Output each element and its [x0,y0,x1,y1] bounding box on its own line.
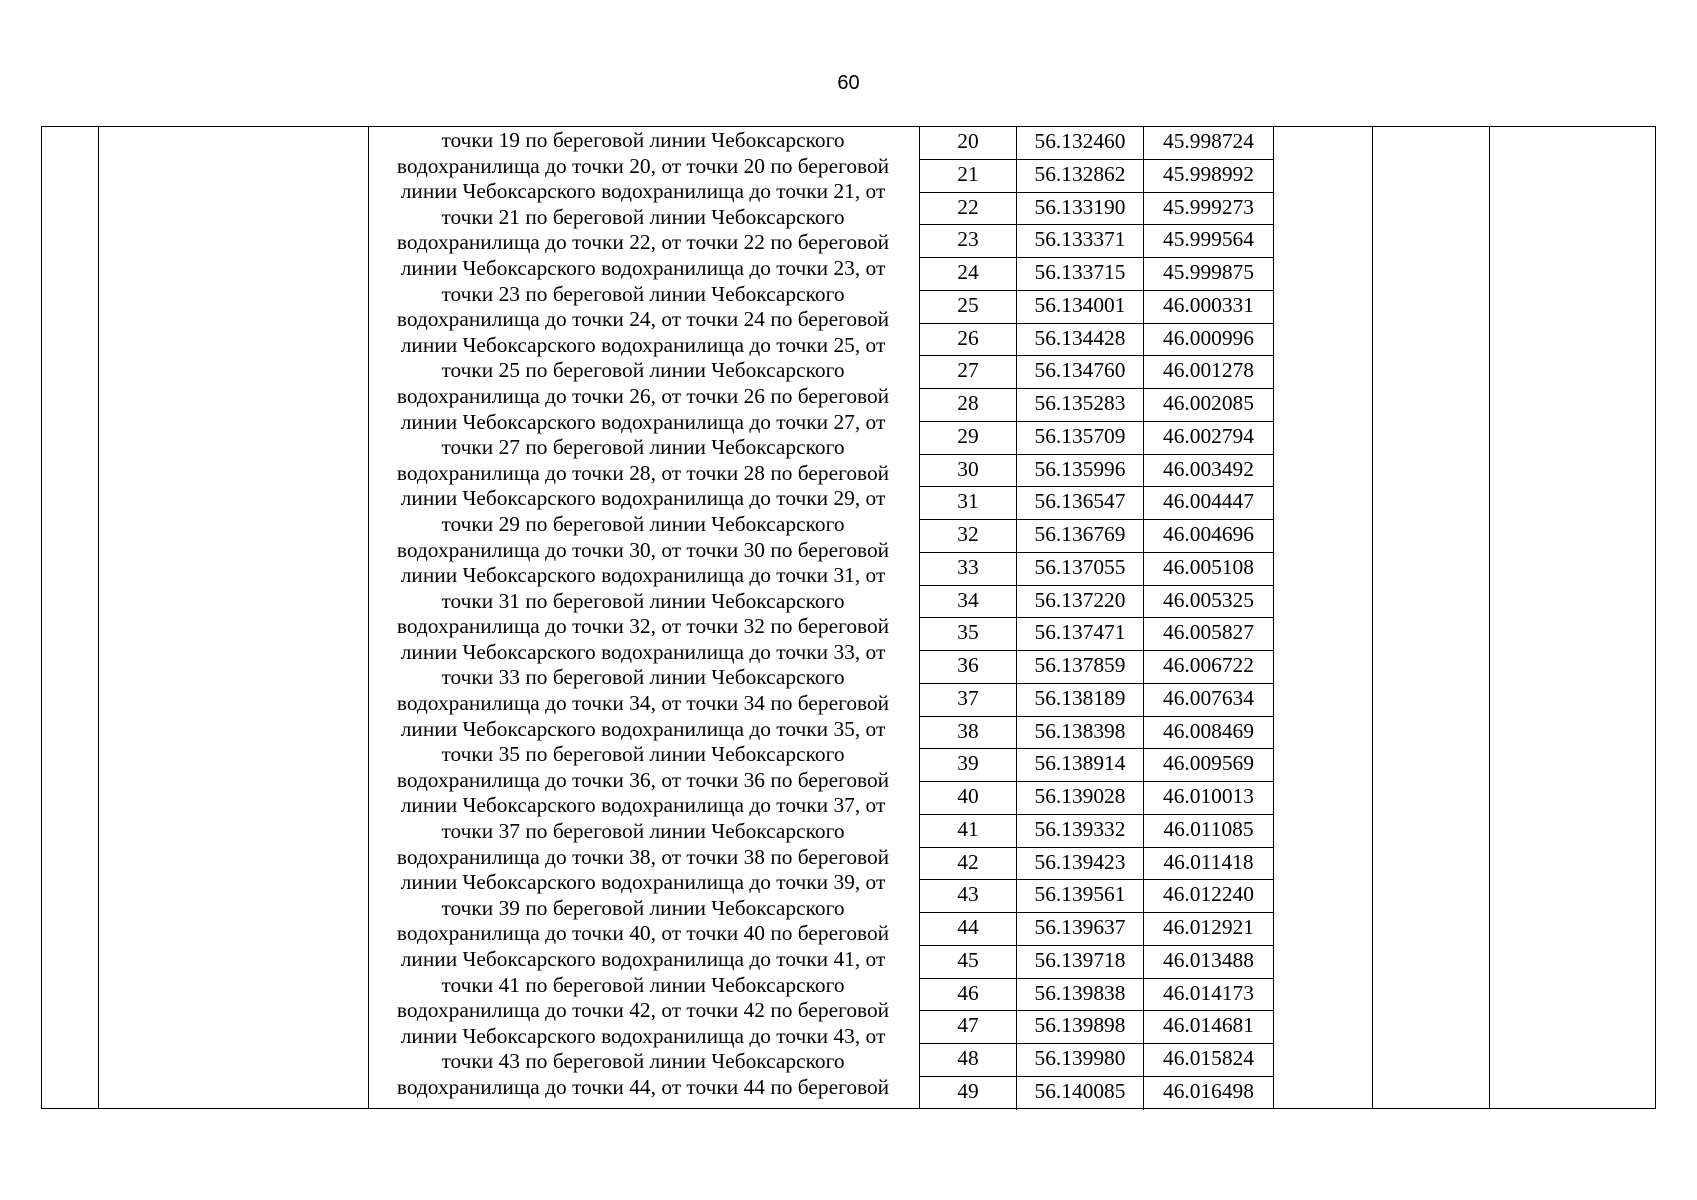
table-row [920,782,1273,815]
boundary-description [373,128,913,1101]
table-row [920,1044,1273,1077]
point-number: 31 [920,487,1017,519]
latitude-cell: 56.139718 [1017,946,1144,978]
longitude-cell: 46.012921 [1163,915,1254,939]
table-row [920,1077,1273,1110]
table-row [920,684,1273,717]
point-number: 24 [920,258,1017,290]
table-row [920,389,1273,422]
column-index [42,127,99,1108]
column-extra-2 [1373,127,1490,1108]
latitude-cell: 56.134001 [1017,291,1144,323]
table-row [920,258,1273,291]
point-number: 21 [920,160,1017,192]
description-line: точки 19 по береговой линии Чебоксарского [441,128,845,152]
latitude-cell: 56.140085 [1017,1077,1144,1110]
longitude-cell: 46.001278 [1163,358,1254,383]
description-line: линии Чебоксарского водохранилища до точки 25, от [400,332,886,357]
point-number: 36 [920,651,1017,683]
table-row [920,225,1273,258]
latitude-cell: 56.133190 [1017,193,1144,225]
description-line: линии Чебоксарского водохранилища до точки 37, от [400,793,886,818]
latitude-cell: 56.138189 [1017,684,1144,716]
longitude-cell: 46.013488 [1163,947,1254,972]
table-row [920,618,1273,651]
longitude-cell: 46.004447 [1163,489,1254,514]
point-number: 43 [920,880,1017,912]
description-line: водохранилища до точки 28, от точки 28 по береговой [396,460,890,485]
longitude-cell: 46.005827 [1163,620,1254,645]
longitude-cell: 46.006722 [1163,653,1254,677]
description-line: точки 39 по береговой линии Чебоксарского [441,895,845,920]
latitude-cell: 56.137220 [1017,586,1144,618]
description-line: точки 35 по береговой линии Чебоксарского [441,742,845,767]
description-line: точки 43 по береговой линии Чебоксарского [441,1049,845,1074]
latitude-cell: 56.132460 [1017,127,1144,159]
column-name [99,127,369,1108]
longitude-cell: 46.012240 [1163,882,1254,907]
description-line: водохранилища до точки 30, от точки 30 по береговой [396,537,890,562]
description-line: линии Чебоксарского водохранилища до точки 21, от [400,179,886,204]
description-line: линии Чебоксарского водохранилища до точки 29, от [400,486,886,511]
longitude-cell: 46.014681 [1163,1013,1254,1038]
longitude-cell: 46.015824 [1163,1046,1254,1070]
longitude-cell: 46.016498 [1163,1078,1254,1103]
latitude-cell: 56.136547 [1017,487,1144,519]
description-line: водохранилища до точки 34, от точки 34 по береговой [396,691,890,716]
description-line: линии Чебоксарского водохранилища до точки 41, от [400,947,886,971]
column-extra-3 [1490,127,1654,1108]
latitude-cell: 56.135283 [1017,389,1144,421]
point-number: 30 [920,455,1017,487]
description-line: точки 21 по береговой линии Чебоксарского [441,204,845,229]
latitude-cell: 56.139637 [1017,913,1144,945]
latitude-cell: 56.134760 [1017,356,1144,388]
table-row [920,422,1273,455]
description-line: линии Чебоксарского водохранилища до точки 43, от [400,1023,886,1048]
longitude-cell: 46.005108 [1163,554,1254,579]
table-row [920,586,1273,619]
longitude-cell: 46.000996 [1163,325,1254,350]
table-row [920,291,1273,324]
latitude-cell: 56.134428 [1017,324,1144,356]
point-number: 38 [920,717,1017,749]
point-number: 34 [920,586,1017,618]
description-line: водохранилища до точки 36, от точки 36 по береговой [396,767,890,792]
description-line: точки 41 по береговой линии Чебоксарского [441,972,845,997]
description-line: водохранилища до точки 32, от точки 32 по береговой [396,614,890,639]
latitude-cell: 56.133371 [1017,225,1144,257]
longitude-cell: 46.008469 [1163,718,1254,743]
description-line: водохранилища до точки 38, от точки 38 по береговой [396,844,890,869]
table-row [920,127,1273,160]
point-number: 44 [920,913,1017,945]
point-number: 29 [920,422,1017,454]
table-row [920,717,1273,750]
longitude-cell: 46.000331 [1163,292,1254,317]
latitude-cell: 56.137859 [1017,651,1144,683]
description-line: водохранилища до точки 44, от точки 44 по береговой [396,1074,890,1099]
longitude-cell: 45.998724 [1163,129,1254,153]
table-row [920,979,1273,1012]
table-row [920,749,1273,782]
page-number: 60 [837,72,860,94]
table-row [920,356,1273,389]
longitude-cell: 45.999875 [1163,260,1254,284]
latitude-cell: 56.139561 [1017,880,1144,912]
latitude-cell: 56.132862 [1017,160,1144,192]
column-description [369,127,920,1108]
table-row [920,193,1273,226]
point-number: 20 [920,127,1017,159]
point-number: 23 [920,225,1017,257]
description-line: точки 29 по береговой линии Чебоксарского [441,511,845,536]
latitude-cell: 56.139838 [1017,979,1144,1011]
latitude-cell: 56.138398 [1017,717,1144,749]
description-line: точки 31 по береговой линии Чебоксарского [441,588,845,613]
description-line: линии Чебоксарского водохранилища до точки 27, от [400,409,886,434]
longitude-cell: 46.002085 [1163,391,1254,415]
description-line: линии Чебоксарского водохранилища до точки 31, от [400,563,886,588]
description-line: водохранилища до точки 42, от точки 42 по береговой [396,998,890,1023]
description-line: линии Чебоксарского водохранилища до точки 33, от [400,639,886,664]
longitude-cell: 45.998992 [1163,161,1254,186]
description-line: линии Чебоксарского водохранилища до точки 23, от [400,255,886,280]
latitude-cell: 56.139028 [1017,782,1144,814]
longitude-cell: 46.003492 [1163,456,1254,481]
longitude-cell: 46.010013 [1163,784,1254,808]
description-line: водохранилища до точки 40, от точки 40 по береговой [396,921,890,946]
longitude-cell: 46.005325 [1163,587,1254,612]
table-row [920,651,1273,684]
description-line: точки 37 по береговой линии Чебоксарского [441,819,845,844]
description-line: линии Чебоксарского водохранилища до точки 35, от [400,716,886,741]
longitude-cell: 46.014173 [1163,980,1254,1005]
point-number: 42 [920,848,1017,880]
longitude-cell: 46.009569 [1163,751,1254,776]
description-line: точки 23 по береговой линии Чебоксарского [441,281,845,306]
description-line: линии Чебоксарского водохранилища до точки 39, от [400,870,886,895]
longitude-cell: 46.007634 [1163,685,1254,710]
table-row [920,880,1273,913]
latitude-cell: 56.139423 [1017,848,1144,880]
description-line: водохранилища до точки 22, от точки 22 по береговой [396,230,890,255]
table-row [920,1011,1273,1044]
table-row [920,946,1273,979]
latitude-cell: 56.137471 [1017,618,1144,650]
description-line: водохранилища до точки 20, от точки 20 по береговой [396,153,890,178]
point-number: 46 [920,979,1017,1011]
point-number: 39 [920,749,1017,781]
point-number: 22 [920,193,1017,225]
longitude-cell: 45.999564 [1163,227,1254,252]
latitude-cell: 56.136769 [1017,520,1144,552]
point-number: 49 [920,1077,1017,1110]
table-row [920,455,1273,488]
table-row [920,913,1273,946]
description-line: точки 33 по береговой линии Чебоксарского [441,665,845,690]
latitude-cell: 56.135709 [1017,422,1144,454]
latitude-cell: 56.137055 [1017,553,1144,585]
point-number: 37 [920,684,1017,716]
latitude-cell: 56.133715 [1017,258,1144,290]
latitude-cell: 56.139980 [1017,1044,1144,1076]
point-number: 45 [920,946,1017,978]
description-line: водохранилища до точки 24, от точки 24 по береговой [396,307,890,332]
point-number: 26 [920,324,1017,356]
longitude-cell: 45.999273 [1163,194,1254,219]
longitude-cell: 46.011418 [1163,849,1254,874]
table-row [920,815,1273,848]
point-number: 27 [920,356,1017,388]
latitude-cell: 56.138914 [1017,749,1144,781]
point-number: 48 [920,1044,1017,1076]
point-number: 35 [920,618,1017,650]
column-extra-1 [1273,127,1373,1108]
point-number: 40 [920,782,1017,814]
point-number: 33 [920,553,1017,585]
latitude-cell: 56.139332 [1017,815,1144,847]
table-row [920,848,1273,881]
table-row [920,160,1273,193]
table-row [920,324,1273,357]
longitude-cell: 46.011085 [1163,816,1254,841]
latitude-cell: 56.139898 [1017,1011,1144,1043]
longitude-cell: 46.002794 [1163,423,1254,448]
point-number: 47 [920,1011,1017,1043]
table-row [920,553,1273,586]
table-row [920,520,1273,553]
point-number: 25 [920,291,1017,323]
description-line: водохранилища до точки 26, от точки 26 по береговой [396,383,890,408]
longitude-cell: 46.004696 [1163,522,1254,546]
coordinates-table [41,126,1656,1109]
description-line: точки 25 по береговой линии Чебоксарского [441,358,845,383]
points-rows [920,127,1273,1108]
point-number: 41 [920,815,1017,847]
latitude-cell: 56.135996 [1017,455,1144,487]
point-number: 32 [920,520,1017,552]
point-number: 28 [920,389,1017,421]
table-row [920,487,1273,520]
description-line: точки 27 по береговой линии Чебоксарского [441,435,845,460]
